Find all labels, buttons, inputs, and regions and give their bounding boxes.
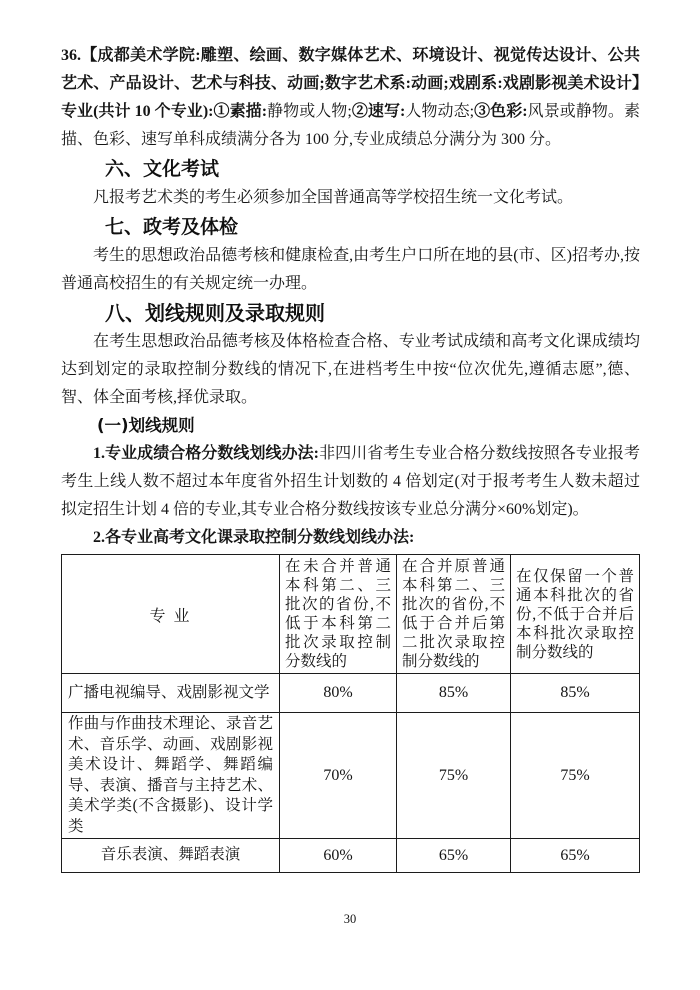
section-heading-culture-exam: 六、文化考试 xyxy=(105,158,220,180)
table-header-row xyxy=(62,555,640,674)
row-value: 75% xyxy=(397,713,511,839)
row-value: 60% xyxy=(280,839,397,873)
table-row xyxy=(62,713,640,839)
header-unmerged-batches: 在未合并普通本科第二、三批次的省份,不低于本科第二批次录取控制分数线的 xyxy=(280,555,397,674)
item-1-professional-score-line xyxy=(61,440,640,524)
header-major: 专 业 xyxy=(62,555,280,674)
subsection-heading-line-rules: (一)划线规则 xyxy=(97,416,195,435)
paragraph-36 xyxy=(61,42,640,154)
para36-school-majors-bold: 36.【成都美术学院:雕塑、绘画、数字媒体艺术、环境设计、视觉传达设计、公共艺术、产品设计、艺术与科技、动画;数字艺术系:动画;戏剧系:戏剧影视美术设计】专业(共计 10 个专业): xyxy=(61,47,640,120)
header-single-batch: 在仅保留一个普通本科批次的省份,不低于合并后本科批次录取控制分数线的 xyxy=(511,555,640,674)
table-row xyxy=(62,839,640,873)
row-major: 音乐表演、舞蹈表演 xyxy=(62,839,280,873)
para36-suxie-content: 人物动态; xyxy=(405,103,475,120)
page-number: 30 xyxy=(343,912,357,926)
row-value: 70% xyxy=(280,713,397,839)
item-1-content: 非四川省考生专业合格分数线按照各专业报考考生上线人数不超过本年度省外招生计划数的 4 倍划定(对于报考考生人数未超过拟定招生计划 4 倍的专业,其专业合格分数线按该专业总分满分×60%划定)。 xyxy=(61,445,640,518)
row-value: 80% xyxy=(280,674,397,713)
paragraph-admission-principle: 在考生思想政治品德考核及体格检查合格、专业考试成绩和高考文化课成绩均达到划定的录取控制分数线的情况下,在进档考生中按“位次优先,遵循志愿”,德、智、体全面考核,择优录取。 xyxy=(61,333,640,406)
table-row xyxy=(62,674,640,713)
row-value: 65% xyxy=(511,839,640,873)
row-value: 75% xyxy=(511,713,640,839)
row-value: 85% xyxy=(511,674,640,713)
para36-sumiao-content: 静物或人物; xyxy=(267,103,352,120)
para36-sumiao-label: ①素描: xyxy=(213,103,268,120)
item-1-label: 1.专业成绩合格分数线划线办法: xyxy=(93,445,320,462)
score-line-table xyxy=(61,554,640,873)
para36-suxie-label: ②速写: xyxy=(351,103,406,120)
para36-secai-label: ③色彩: xyxy=(474,103,528,120)
paragraph-culture-exam: 凡报考艺术类的考生必须参加全国普通高等学校招生统一文化考试。 xyxy=(93,189,574,206)
row-major: 作曲与作曲技术理论、录音艺术、音乐学、动画、戏剧影视美术设计、舞蹈学、舞蹈编导、表演、播音与主持艺术、美术学类(不含摄影)、设计学类 xyxy=(62,713,280,839)
section-heading-political-physical: 七、政考及体检 xyxy=(105,216,239,238)
row-major: 广播电视编导、戏剧影视文学 xyxy=(62,674,280,713)
header-merged-batches: 在合并原普通本科第二、三批次的省份,不低于合并后第二批次录取控制分数线的 xyxy=(397,555,511,674)
paragraph-political-physical: 考生的思想政治品德考核和健康检查,由考生户口所在地的县(市、区)招考办,按普通高校招生的有关规定统一办理。 xyxy=(61,247,640,292)
row-value: 85% xyxy=(397,674,511,713)
section-heading-line-rules: 八、划线规则及录取规则 xyxy=(105,301,325,325)
para36-secai-content: 风景或静物。素描、色彩、速写单科成绩满分各为 100 分,专业成绩总分满分为 300 分。 xyxy=(61,103,640,148)
item-2-culture-score-line: 2.各专业高考文化课录取控制分数线划线办法: xyxy=(93,529,415,546)
row-value: 65% xyxy=(397,839,511,873)
